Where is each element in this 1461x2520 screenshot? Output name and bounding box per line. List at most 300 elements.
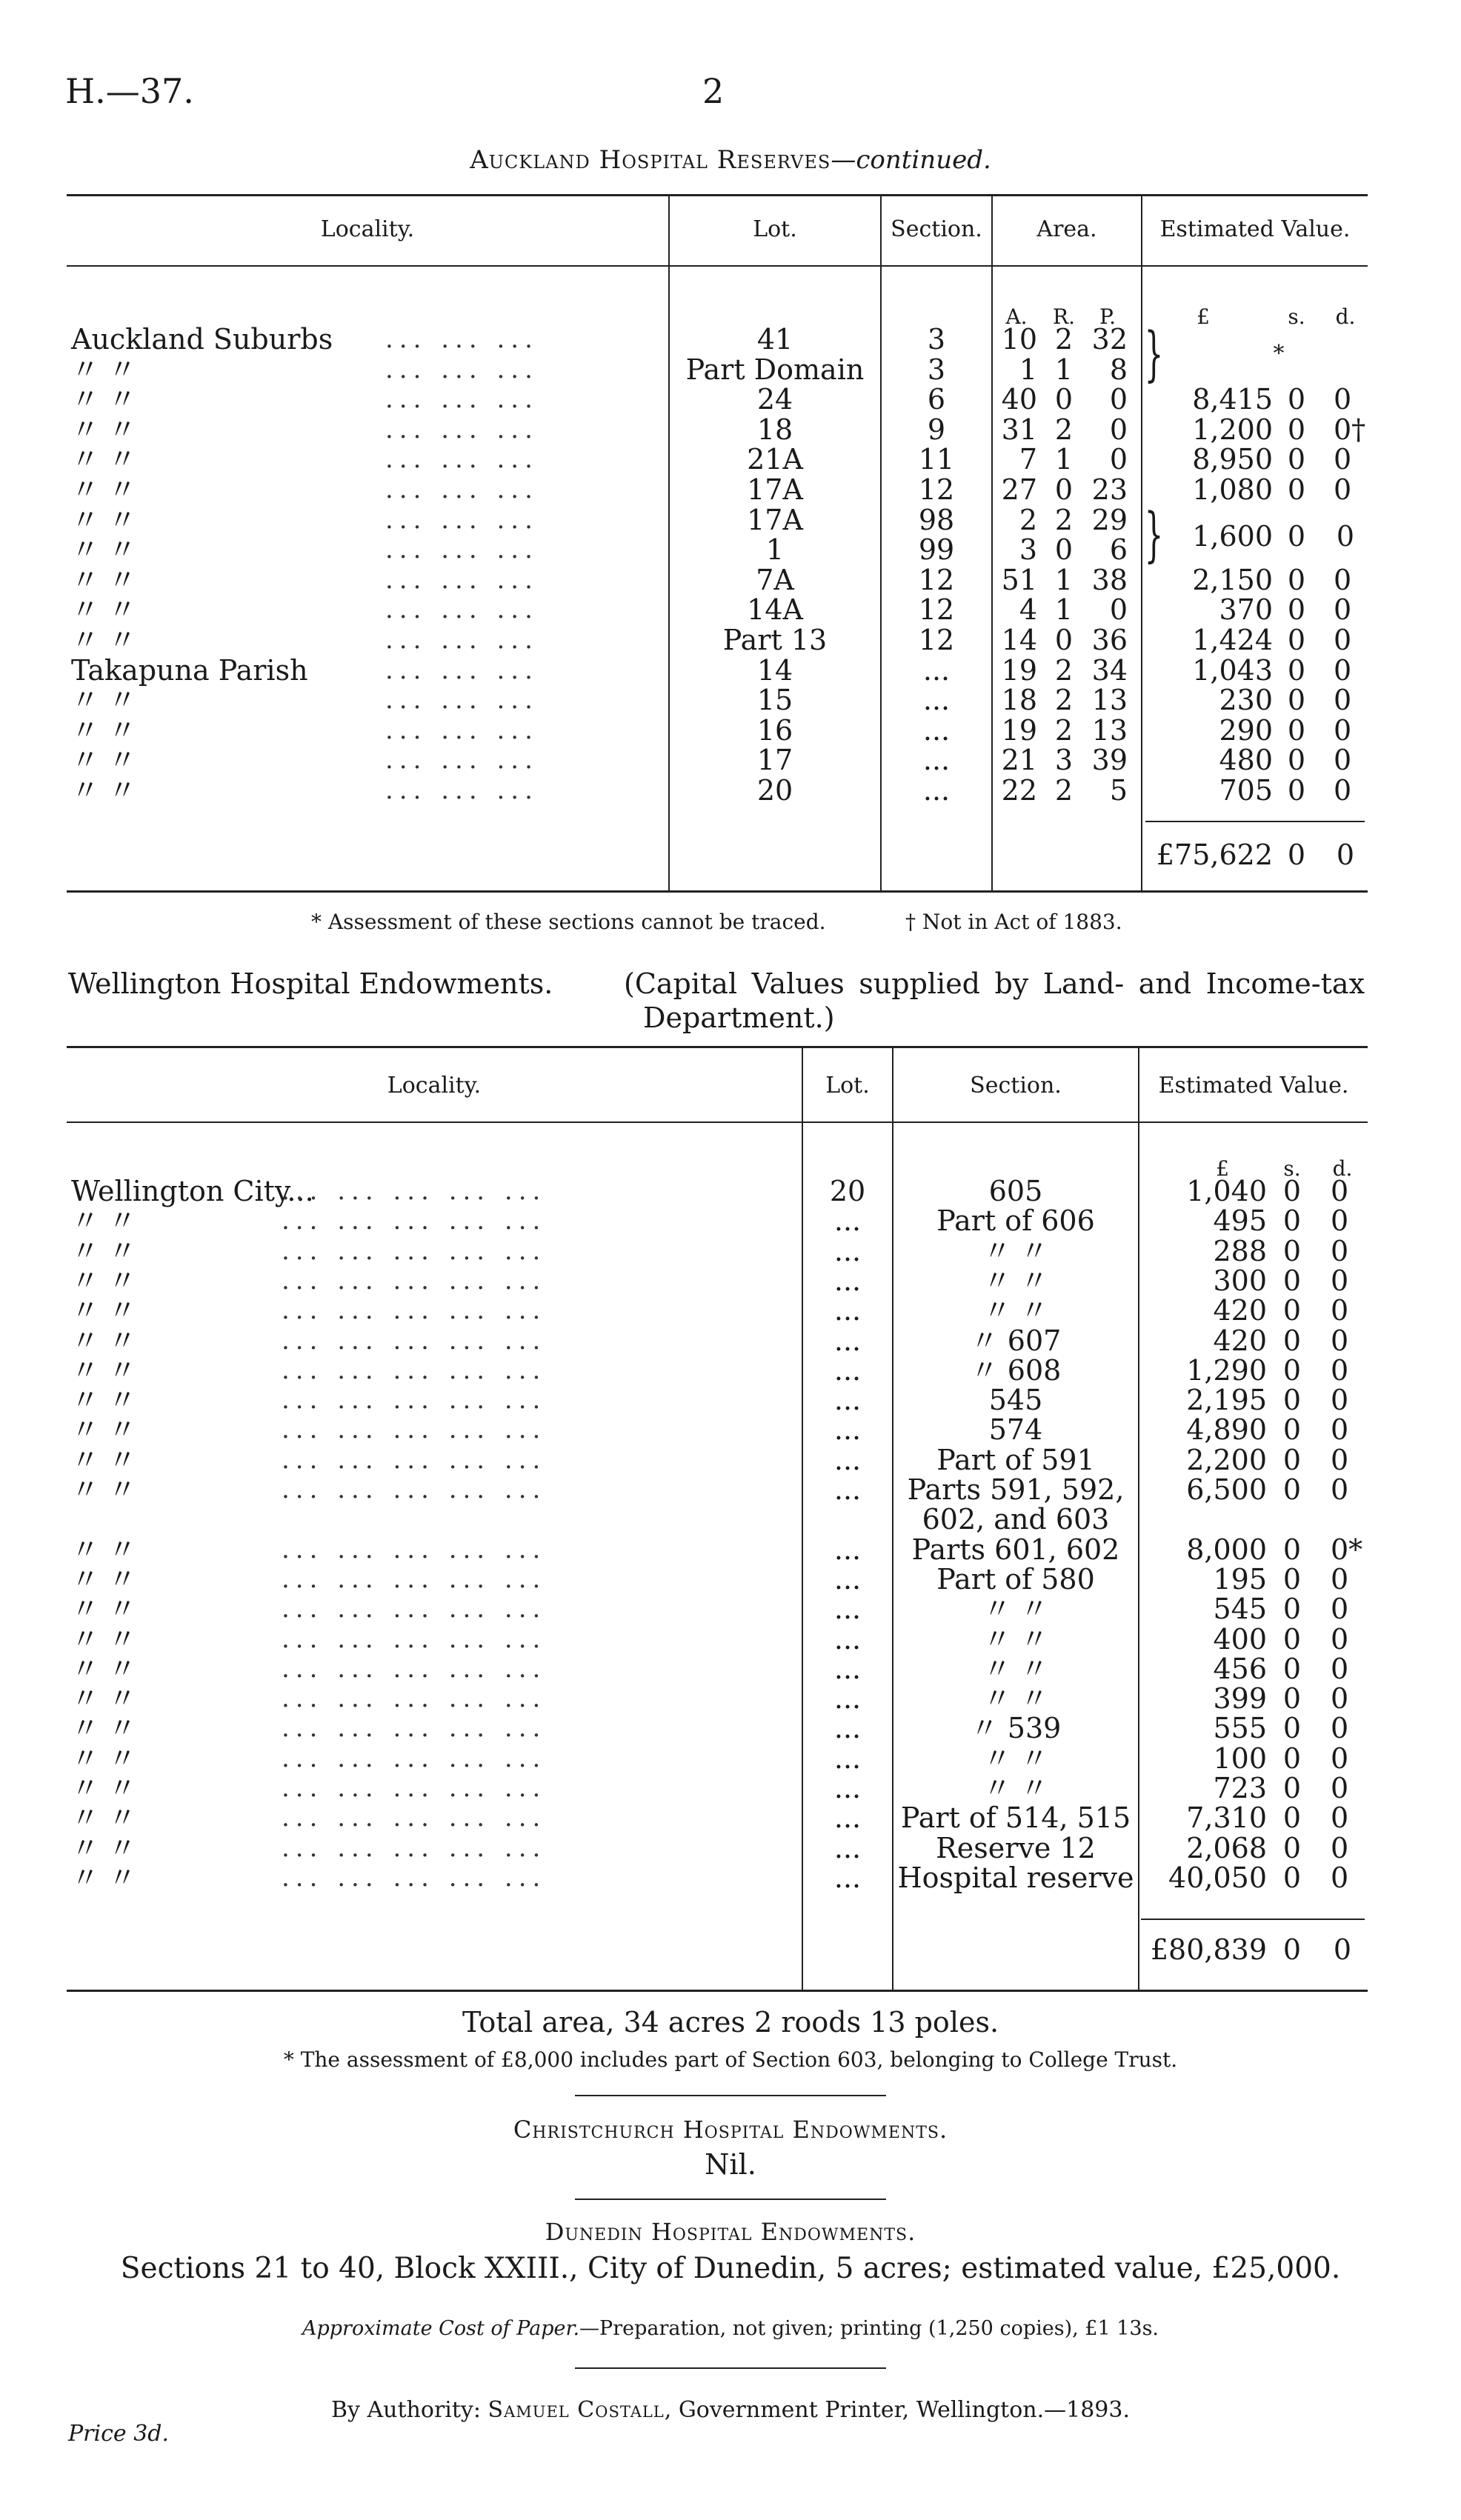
pence-cell: 0: [1331, 1801, 1349, 1834]
section-cell: 〃 〃: [982, 1264, 1049, 1297]
auckland-footnote-untraced: * Assessment of these sections cannot be traced.: [311, 910, 826, 934]
value-cell: 4,890: [1186, 1413, 1267, 1446]
lot-cell: 24: [756, 383, 793, 416]
locality-cell: 〃 〃: [71, 1563, 137, 1596]
pence-cell: 0: [1331, 1264, 1349, 1297]
leader-dots: ... ... ...: [385, 716, 539, 745]
roods-cell: 1: [1054, 443, 1074, 476]
pence-cell: 0: [1334, 654, 1352, 687]
shillings-cell: 0: [1282, 1294, 1302, 1327]
shillings-cell: 0: [1287, 473, 1306, 506]
roods-cell: 1: [1054, 564, 1074, 596]
locality-cell: 〃 〃: [71, 383, 137, 416]
lot-cell: 7A: [756, 564, 794, 596]
lot-cell: ...: [833, 1563, 862, 1596]
roods-cell: 1: [1054, 353, 1074, 386]
total-pence: 0: [1333, 1933, 1352, 1966]
section-cell: 574: [988, 1413, 1043, 1446]
value-cell: 1,043: [1192, 654, 1273, 687]
locality-cell: 〃 〃: [71, 1712, 137, 1744]
acres-cell: 10: [1001, 323, 1037, 356]
pence-cell: 0: [1331, 1742, 1349, 1775]
leader-dots: ... ... ... ... ...: [282, 1385, 547, 1415]
pence-cell: 0: [1334, 383, 1352, 416]
acres-cell: 19: [1001, 654, 1037, 687]
lot-cell: ...: [833, 1772, 862, 1804]
section-cell: 6: [927, 383, 946, 416]
locality-cell: 〃 〃: [71, 1742, 137, 1775]
value-cell: 290: [1219, 714, 1273, 747]
shillings-cell: 0: [1282, 1593, 1302, 1625]
locality-cell: 〃 〃: [71, 1623, 137, 1656]
section-cell: ...: [922, 744, 951, 776]
acres-cell: 19: [1001, 714, 1037, 747]
value-cell: 300: [1213, 1264, 1267, 1297]
lot-cell: 17A: [747, 473, 803, 506]
section-cell: 12: [918, 564, 955, 596]
value-cell: 495: [1213, 1204, 1267, 1237]
authority-printer: Samuel Costall: [487, 2397, 665, 2423]
pence-cell: 0†: [1334, 413, 1366, 446]
section-cell: Reserve 12: [936, 1832, 1096, 1864]
leader-dots: ... ... ... ... ...: [282, 1206, 547, 1236]
locality-cell: 〃 〃: [71, 1473, 137, 1506]
locality-cell: 〃 〃: [71, 1832, 137, 1864]
brace-shillings: 0: [1287, 520, 1306, 553]
leader-dots: ... ... ...: [385, 384, 539, 414]
authority-line: [0, 2397, 1461, 2423]
col-header-lot: Lot.: [825, 1073, 870, 1099]
section-cell: 〃 〃: [982, 1682, 1049, 1715]
value-cell: 2,150: [1192, 564, 1273, 596]
pence-cell: 0: [1331, 1832, 1349, 1864]
divider: [575, 2095, 886, 2096]
section-cell: 〃 〃: [982, 1294, 1049, 1327]
pence-cell: 0: [1334, 443, 1352, 476]
locality-cell: 〃 〃: [71, 1413, 137, 1446]
pence-cell: 0: [1334, 593, 1352, 626]
leader-dots: ... ... ...: [385, 444, 539, 474]
lot-cell: ...: [833, 1593, 862, 1625]
leader-dots: ... ... ... ... ...: [282, 1326, 547, 1356]
poles-cell: 23: [1091, 473, 1128, 506]
value-cell: 1,080: [1192, 473, 1273, 506]
leader-dots: ... ... ... ... ...: [282, 1713, 547, 1743]
locality-cell: 〃 〃: [71, 533, 137, 566]
roods-cell: 0: [1054, 533, 1074, 566]
divider: [575, 2199, 886, 2200]
brace-value: 1,600: [1192, 520, 1273, 553]
lot-cell: 1: [765, 533, 785, 566]
col-header-lot: Lot.: [753, 216, 797, 242]
shillings-cell: 0: [1287, 684, 1306, 716]
lot-cell: ...: [833, 1444, 862, 1476]
page-number: 2: [702, 71, 725, 111]
value-cell: 100: [1213, 1742, 1267, 1775]
shillings-cell: 0: [1287, 774, 1306, 807]
section-cell: ...: [922, 714, 951, 747]
dunedin-title: Dunedin Hospital Endowments.: [545, 2218, 916, 2246]
col-header-value: Estimated Value.: [1158, 1073, 1349, 1099]
shillings-cell: 0: [1287, 714, 1306, 747]
locality-cell: 〃 〃: [71, 1801, 137, 1834]
value-cell: 6,500: [1186, 1473, 1267, 1506]
pence-cell: 0: [1331, 1324, 1349, 1357]
leader-dots: ... ... ... ... ...: [282, 1445, 547, 1475]
pence-cell: 0: [1331, 1623, 1349, 1656]
acres-cell: 40: [1001, 383, 1037, 416]
value-cell: 288: [1213, 1235, 1267, 1267]
locality-cell: 〃 〃: [71, 1384, 137, 1416]
shillings-cell: 0: [1287, 564, 1306, 596]
col-header-area: Area.: [1036, 216, 1097, 242]
leader-dots: ... ... ...: [385, 776, 539, 805]
unit-shillings: s.: [1283, 1156, 1301, 1181]
value-cell: 2,200: [1186, 1444, 1267, 1476]
leader-dots: ... ... ... ... ...: [282, 1654, 547, 1684]
leader-dots: ... ... ... ... ...: [282, 1236, 547, 1266]
leader-dots: ... ... ... ... ...: [282, 1833, 547, 1863]
locality-cell: 〃 〃: [71, 504, 137, 536]
shillings-cell: 0: [1287, 593, 1306, 626]
lot-cell: 15: [756, 684, 793, 716]
section-cell: 3: [927, 323, 946, 356]
locality-cell: Auckland Suburbs: [71, 323, 333, 356]
roods-cell: 2: [1054, 654, 1074, 687]
locality-cell: 〃 〃: [71, 1682, 137, 1715]
leader-dots: ... ... ... ... ...: [282, 1296, 547, 1325]
section-cell: 12: [918, 593, 955, 626]
roods-cell: 2: [1054, 504, 1074, 536]
unit-acres: A.: [1005, 304, 1028, 329]
total-rule: [1141, 1919, 1365, 1920]
unit-pence: d.: [1332, 1156, 1353, 1181]
acres-cell: 2: [1019, 504, 1037, 536]
leader-dots: ... ... ...: [385, 595, 539, 624]
shillings-cell: 0: [1287, 744, 1306, 776]
shillings-cell: 0: [1287, 443, 1306, 476]
price: Price 3d.: [68, 2421, 170, 2447]
section-cell: 〃 607: [970, 1324, 1062, 1357]
locality-cell: 〃 〃: [71, 1653, 137, 1685]
section-cell: ...: [922, 654, 951, 687]
shillings-cell: 0: [1282, 1563, 1302, 1596]
section-cell: 11: [918, 443, 955, 476]
value-cell: 723: [1213, 1772, 1267, 1804]
col-divider: [1138, 1047, 1139, 1990]
leader-dots: ... ... ...: [385, 324, 539, 354]
roods-cell: 2: [1054, 774, 1074, 807]
leader-dots: ... ... ... ... ...: [282, 1863, 547, 1893]
lot-cell: 20: [829, 1175, 866, 1207]
lot-cell: ...: [833, 1623, 862, 1656]
locality-cell: 〃 〃: [71, 714, 137, 747]
roods-cell: 2: [1054, 323, 1074, 356]
value-cell: 545: [1213, 1593, 1267, 1625]
brace: }: [1144, 500, 1164, 569]
section-cell: Parts 591, 592,: [907, 1473, 1125, 1506]
section-cell: Hospital reserve: [897, 1861, 1134, 1894]
lot-cell: ...: [833, 1653, 862, 1685]
value-cell: 8,950: [1192, 443, 1273, 476]
section-cell: Part of 514, 515: [900, 1801, 1131, 1834]
locality-cell: 〃 〃: [71, 443, 137, 476]
section-cell: 3: [927, 353, 946, 386]
section-cell: 〃 〃: [982, 1593, 1049, 1625]
leader-dots: ... ... ...: [385, 656, 539, 685]
acres-cell: 18: [1001, 684, 1037, 716]
leader-dots: ... ... ...: [385, 685, 539, 715]
value-cell: 1,200: [1192, 413, 1273, 446]
acres-cell: 3: [1019, 533, 1037, 566]
value-cell: 1,290: [1186, 1354, 1267, 1387]
leader-dots: ... ... ...: [385, 745, 539, 775]
lot-cell: 17: [756, 744, 793, 776]
shillings-cell: 0: [1282, 1623, 1302, 1656]
acres-cell: 21: [1001, 744, 1037, 776]
acres-cell: 31: [1001, 413, 1037, 446]
section-cell: 〃 〃: [982, 1772, 1049, 1804]
lot-cell: ...: [833, 1384, 862, 1416]
leader-dots: ... ... ... ... ...: [282, 1594, 547, 1624]
locality-cell: 〃 〃: [71, 1354, 137, 1387]
poles-cell: 0: [1109, 443, 1128, 476]
section-cell: 605: [988, 1175, 1043, 1207]
section-cell: 〃 〃: [982, 1742, 1049, 1775]
roods-cell: 1: [1054, 593, 1074, 626]
pence-cell: 0: [1331, 1653, 1349, 1685]
lot-cell: Part Domain: [685, 353, 865, 386]
value-cell: 370: [1219, 593, 1273, 626]
wellington-title-rest-1: (Capital Values supplied by Land- and Income-tax: [624, 967, 1365, 1000]
leader-dots: ... ... ... ... ...: [282, 1684, 547, 1713]
locality-cell: Wellington City...: [71, 1175, 314, 1207]
locality-cell: 〃 〃: [71, 1772, 137, 1804]
value-cell: 230: [1219, 684, 1273, 716]
shillings-cell: 0: [1282, 1801, 1302, 1834]
cost-label: Approximate Cost of Paper.: [302, 2317, 580, 2340]
value-cell: 2,068: [1186, 1832, 1267, 1864]
col-header-section: Section.: [891, 216, 982, 242]
pence-cell: 0: [1334, 744, 1352, 776]
locality-cell: 〃 〃: [71, 353, 137, 386]
section-cell: Parts 601, 602: [911, 1533, 1120, 1566]
lot-cell: 14A: [747, 593, 803, 626]
col-header-value: Estimated Value.: [1159, 216, 1351, 242]
value-cell: 195: [1213, 1563, 1267, 1596]
leader-dots: ... ... ... ... ...: [282, 1744, 547, 1773]
wellington-footnote: * The assessment of £8,000 includes part of Section 603, belonging to College Trust.: [283, 2047, 1178, 2072]
value-cell: 1,040: [1186, 1175, 1267, 1207]
value-cell: 1,424: [1192, 624, 1273, 656]
pence-cell: 0: [1331, 1444, 1349, 1476]
value-cell: 40,050: [1168, 1861, 1267, 1894]
total-value: £80,839: [1150, 1933, 1267, 1966]
poles-cell: 8: [1109, 353, 1128, 386]
locality-cell: 〃 〃: [71, 1235, 137, 1267]
poles-cell: 0: [1109, 593, 1128, 626]
poles-cell: 6: [1109, 533, 1128, 566]
lot-cell: 16: [756, 714, 793, 747]
value-cell: 480: [1219, 744, 1273, 776]
pence-cell: 0*: [1331, 1533, 1363, 1566]
shillings-cell: 0: [1282, 1832, 1302, 1864]
value-cell: 8,415: [1192, 383, 1273, 416]
wellington-title-main: Wellington Hospital Endowments.: [68, 967, 553, 1000]
poles-cell: 38: [1091, 564, 1128, 596]
locality-cell: 〃 〃: [71, 593, 137, 626]
wellington-title-rest-2: Department.): [643, 1001, 835, 1034]
pence-cell: 0: [1331, 1473, 1349, 1506]
pence-cell: 0: [1334, 684, 1352, 716]
locality-cell: 〃 〃: [71, 624, 137, 656]
shillings-cell: 0: [1282, 1413, 1302, 1446]
shillings-cell: 0: [1282, 1204, 1302, 1237]
lot-cell: 20: [756, 774, 793, 807]
poles-cell: 39: [1091, 744, 1128, 776]
shillings-cell: 0: [1282, 1861, 1302, 1894]
lot-cell: ...: [833, 1204, 862, 1237]
section-cell: 〃 〃: [982, 1235, 1049, 1267]
lot-cell: ...: [833, 1861, 862, 1894]
leader-dots: ... ... ...: [385, 535, 539, 564]
shillings-cell: 0: [1282, 1264, 1302, 1297]
leader-dots: ... ... ...: [385, 415, 539, 444]
poles-cell: 29: [1091, 504, 1128, 536]
locality-cell: 〃 〃: [71, 1264, 137, 1297]
total-pence: 0: [1336, 839, 1355, 871]
poles-cell: 32: [1091, 323, 1128, 356]
acres-cell: 22: [1001, 774, 1037, 807]
pence-cell: 0: [1331, 1294, 1349, 1327]
section-cell: 9: [927, 413, 946, 446]
lot-cell: ...: [833, 1235, 862, 1267]
pence-cell: 0: [1331, 1712, 1349, 1744]
value-cell: 420: [1213, 1294, 1267, 1327]
leader-dots: ... ... ... ... ...: [282, 1176, 547, 1206]
unit-roods: R.: [1053, 304, 1075, 329]
leader-dots: ... ... ... ... ...: [282, 1803, 547, 1833]
table-top-rule: [67, 1046, 1368, 1048]
leader-dots: ... ... ... ... ...: [282, 1475, 547, 1504]
poles-cell: 34: [1091, 654, 1128, 687]
value-cell: 456: [1213, 1653, 1267, 1685]
shillings-cell: 0: [1282, 1473, 1302, 1506]
acres-cell: 51: [1001, 564, 1037, 596]
lot-cell: ...: [833, 1832, 862, 1864]
page-ref: H.—37.: [65, 71, 194, 111]
lot-cell: ...: [833, 1324, 862, 1357]
shillings-cell: 0: [1282, 1772, 1302, 1804]
cost-line: [0, 2317, 1461, 2340]
pence-cell: 0: [1331, 1354, 1349, 1387]
authority-suffix: , Government Printer, Wellington.—1893.: [664, 2397, 1131, 2423]
leader-dots: ... ... ... ... ...: [282, 1356, 547, 1385]
poles-cell: 13: [1091, 714, 1128, 747]
unit-pence: d.: [1335, 304, 1356, 329]
leader-dots: ... ... ...: [385, 565, 539, 595]
acres-cell: 27: [1001, 473, 1037, 506]
section-cell: 〃 〃: [982, 1623, 1049, 1656]
leader-dots: ... ... ...: [385, 355, 539, 384]
roods-cell: 2: [1054, 714, 1074, 747]
authority-prefix: By Authority:: [330, 2397, 481, 2423]
unit-poles: P.: [1099, 304, 1116, 329]
lot-cell: ...: [833, 1473, 862, 1506]
pence-cell: 0: [1331, 1593, 1349, 1625]
pence-cell: 0: [1331, 1772, 1349, 1804]
locality-cell: 〃 〃: [71, 1444, 137, 1476]
lot-cell: ...: [833, 1682, 862, 1715]
poles-cell: 13: [1091, 684, 1128, 716]
shillings-cell: 0: [1282, 1175, 1302, 1207]
value-cell: 2,195: [1186, 1384, 1267, 1416]
locality-cell: 〃 〃: [71, 684, 137, 716]
table-bottom-rule: [67, 1990, 1368, 1992]
shillings-cell: 0: [1287, 624, 1306, 656]
leader-dots: ... ... ... ... ...: [282, 1564, 547, 1594]
shillings-cell: 0: [1282, 1742, 1302, 1775]
value-cell: 705: [1219, 774, 1273, 807]
lot-cell: ...: [833, 1354, 862, 1387]
shillings-cell: 0: [1282, 1444, 1302, 1476]
shillings-cell: 0: [1287, 383, 1306, 416]
poles-cell: 0: [1109, 413, 1128, 446]
section-cell: ...: [922, 684, 951, 716]
roods-cell: 2: [1054, 413, 1074, 446]
wellington-total-area: Total area, 34 acres 2 roods 13 poles.: [462, 2006, 999, 2039]
col-header-locality: Locality.: [387, 1073, 482, 1099]
poles-cell: 36: [1091, 624, 1128, 656]
roods-cell: 0: [1054, 383, 1074, 416]
leader-dots: ... ... ... ... ...: [282, 1415, 547, 1444]
brace: }: [1144, 319, 1164, 388]
auckland-title-cont: —continued.: [831, 145, 991, 175]
unit-shillings: s.: [1288, 304, 1305, 329]
shillings-cell: 0: [1282, 1533, 1302, 1566]
auckland-footnote-not-in-act: † Not in Act of 1883.: [905, 910, 1122, 934]
locality-cell: 〃 〃: [71, 473, 137, 506]
cost-text: —Preparation, not given; printing (1,250 copies), £1 13s.: [579, 2317, 1159, 2340]
pence-cell: 0: [1331, 1175, 1349, 1207]
value-cell: 555: [1213, 1712, 1267, 1744]
pence-cell: 0: [1334, 714, 1352, 747]
lot-cell: ...: [833, 1801, 862, 1834]
total-shillings: 0: [1287, 839, 1306, 871]
section-cell: ...: [922, 774, 951, 807]
col-header-locality: Locality.: [320, 216, 415, 242]
leader-dots: ... ... ... ... ...: [282, 1535, 547, 1564]
value-cell: 7,310: [1186, 1801, 1267, 1834]
pence-cell: 0: [1331, 1384, 1349, 1416]
roods-cell: 0: [1054, 473, 1074, 506]
lot-cell: 41: [756, 323, 793, 356]
lot-cell: 18: [756, 413, 793, 446]
divider: [575, 2367, 886, 2369]
lot-cell: Part 13: [722, 624, 828, 656]
section-cell: 602, and 603: [922, 1503, 1110, 1536]
shillings-cell: 0: [1282, 1384, 1302, 1416]
christchurch-body: Nil.: [705, 2148, 756, 2181]
lot-cell: 21A: [747, 443, 803, 476]
poles-cell: 5: [1109, 774, 1128, 807]
pence-cell: 0: [1334, 774, 1352, 807]
section-cell: Part of 606: [936, 1204, 1095, 1237]
locality-cell: 〃 〃: [71, 413, 137, 446]
locality-cell: 〃 〃: [71, 744, 137, 776]
section-cell: 12: [918, 624, 955, 656]
shillings-cell: 0: [1282, 1354, 1302, 1387]
